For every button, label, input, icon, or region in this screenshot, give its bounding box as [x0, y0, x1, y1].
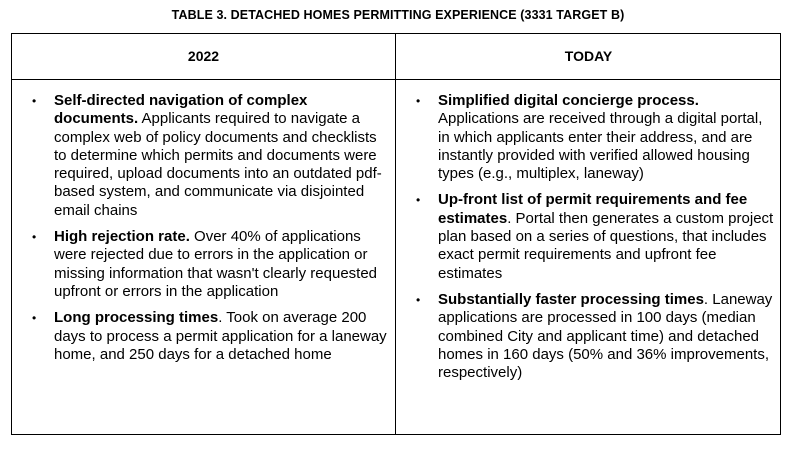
item-lead: Substantially faster processing times: [438, 290, 704, 308]
item-lead: Simplified digital concierge process.: [438, 92, 699, 109]
list-item: [416, 291, 778, 382]
column-divider: [395, 34, 396, 434]
list-item: [32, 309, 392, 364]
bullet-icon: •: [32, 94, 37, 108]
item-body: Applicants required to navigate a complex web of policy documents and checklists to determine which permits and documents were required, upload documents into an outdated pdf-based system, and communicate via disjointed email chains: [54, 110, 382, 219]
list-item: [32, 228, 392, 301]
item-lead: Up-front list of permit requirements and fee estimates: [438, 191, 748, 227]
header-divider: [12, 79, 780, 80]
list-item: [416, 92, 778, 183]
item-body: Applications are received through a digital portal, in which applicants enter their address, and are instantly provided with verified allowed housing types (e.g., multiplex, laneway): [438, 110, 763, 183]
list-item: [32, 92, 392, 220]
comparison-table: [11, 33, 781, 435]
bullet-icon: •: [416, 292, 421, 307]
bullet-icon: •: [32, 311, 37, 326]
column-header-2022: 2022: [187, 48, 220, 64]
item-body: . Portal then generates a custom project plan based on a series of questions, that includes exact permit requirements and upfront fee estimates: [438, 209, 774, 282]
item-lead: Long processing times: [54, 309, 219, 327]
table-title: TABLE 3. DETACHED HOMES PERMITTING EXPERIENCE (3331 TARGET B): [171, 8, 625, 22]
item-lead: High rejection rate.: [54, 228, 190, 246]
column-2022: [32, 92, 392, 372]
item-body: Over 40% of applications were rejected due to errors in the application or missing information that wasn't clearly requested upfront or errors in the application: [54, 228, 378, 300]
item-body: . Took on average 200 days to process a permit application for a laneway home, and 250 days for a detached home: [54, 309, 387, 363]
bullet-icon: •: [32, 230, 37, 245]
bullet-icon: •: [416, 193, 421, 208]
column-header-today: TODAY: [564, 48, 613, 64]
bullet-icon: •: [416, 94, 421, 108]
item-lead: Self-directed navigation of complex documents.: [54, 92, 308, 128]
column-today: [416, 92, 778, 390]
list-item: [416, 191, 778, 282]
item-body: . Laneway applications are processed in 100 days (median combined City and applicant time) and detached homes in 160 days (50% and 36% improvements, respectively): [438, 290, 773, 382]
